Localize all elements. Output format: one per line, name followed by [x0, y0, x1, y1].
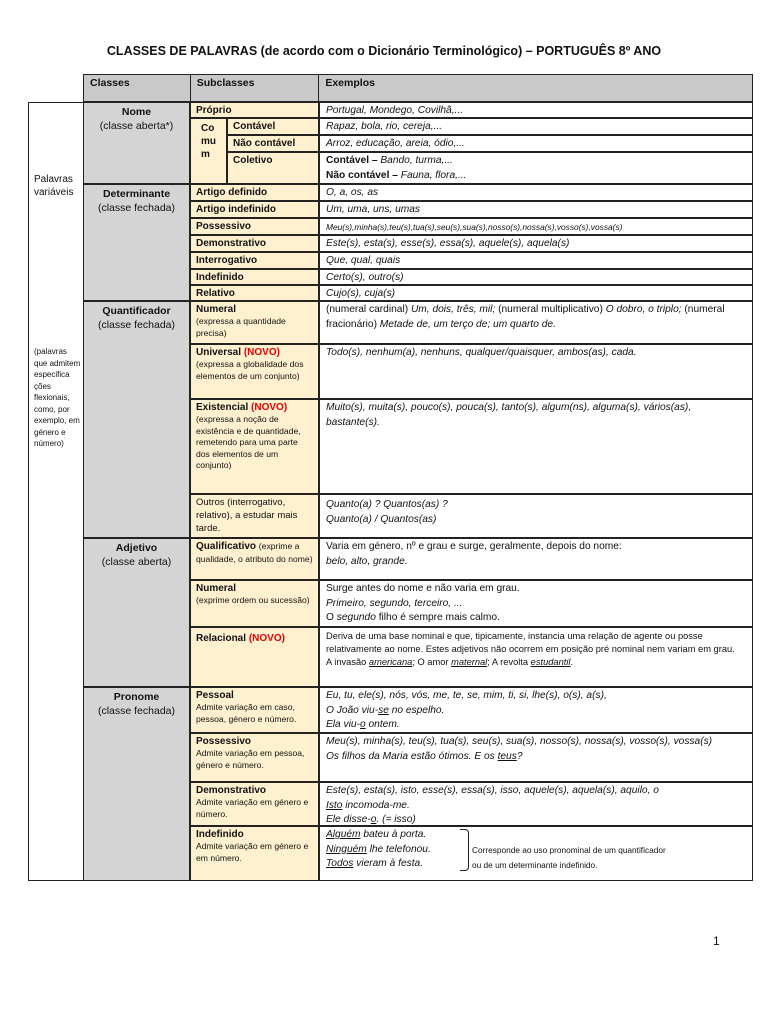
- sub-coletivo: Coletivo: [227, 152, 319, 184]
- ex-coletivo: Contável – Bando, turma,... Não contável – Fauna, flora,...: [319, 152, 753, 184]
- sub-q-existencial: Existencial (NOVO) (expressa a noção de existência e de quantidade, remetendo para uma parte dos elementos de um conjunto): [190, 399, 319, 494]
- left-column: [28, 102, 83, 881]
- bracket-divider: [460, 829, 469, 871]
- sub-a-relacional: Relacional (NOVO): [190, 627, 319, 687]
- ex-q-universal: Todo(s), nenhum(a), nenhuns, qualquer/quaisquer, ambos(as), cada.: [319, 344, 753, 399]
- ex-contavel: Rapaz, bola, rio, cereja,...: [319, 118, 753, 135]
- sub-q-universal: Universal (NOVO) (expressa a globalidade dos elementos de um conjunto): [190, 344, 319, 399]
- class-pronome: Pronome (classe fechada): [83, 687, 190, 881]
- ex-demonstrativo: Este(s), esta(s), esse(s), essa(s), aquele(s), aquela(s): [319, 235, 753, 252]
- ex-p-demonstrativo: Este(s), esta(s), isto, esse(s), essa(s), isso, aquele(s), aquela(s), aquilo, o Isto incomoda-me. Ele disse-o. (= isso): [319, 782, 753, 826]
- left-title: Palavras variáveis: [34, 174, 74, 198]
- class-adjetivo: Adjetivo (classe aberta): [83, 538, 190, 687]
- header-classes: Classes: [84, 75, 191, 101]
- ex-a-relacional: Deriva de uma base nominal e que, tipicamente, instancia uma relação de agente ou posse relativamente ao nome. Estes adjetivos não ocorrem em posição pré nominal nem variam em grau. A invasão americana; O amor maternal; A revolta estudantil.: [319, 627, 753, 687]
- ex-q-outros: Quanto(a) ? Quantos(as) ? Quanto(a) / Quantos(as): [319, 494, 753, 538]
- sub-a-numeral: Numeral (exprime ordem ou sucessão): [190, 580, 319, 627]
- page-title: CLASSES DE PALAVRAS (de acordo com o Dicionário Terminológico) – PORTUGUÊS 8º ANO: [106, 44, 662, 58]
- ex-a-numeral: Surge antes do nome e não varia em grau. Primeiro, segundo, terceiro, ... O segundo filho é sempre mais calmo.: [319, 580, 753, 627]
- class-quantificador: Quantificador (classe fechada): [83, 301, 190, 538]
- ex-a-qualificativo: Varia em género, nº e grau e surge, geralmente, depois do nome: belo, alto, grande.: [319, 538, 753, 580]
- left-note: (palavras que admitem especifica ções flexionais, como, por exemplo, em género e número): [34, 347, 81, 448]
- class-nome: Nome (classe aberta*): [83, 102, 190, 184]
- header-exemplos: Exemplos: [325, 77, 375, 89]
- ex-p-indefinido: Alguém bateu à porta. Ninguém lhe telefonou. Todos vieram à festa.: [319, 826, 753, 881]
- indefinido-side-note: Corresponde ao uso pronominal de um quantificador ou de um determinante indefinido.: [472, 845, 666, 870]
- table-header: [83, 74, 753, 102]
- sub-comum: Co mu m: [190, 118, 227, 184]
- class-determinante: Determinante (classe fechada): [83, 184, 190, 301]
- sub-artigo-indefinido: Artigo indefinido: [190, 201, 319, 218]
- ex-artigo-definido: O, a, os, as: [319, 184, 753, 201]
- sub-p-possessivo: Possessivo Admite variação em pessoa, género e número.: [190, 733, 319, 782]
- sub-a-qualificativo: Qualificativo (exprime a qualidade, o atributo do nome): [190, 538, 319, 580]
- sub-artigo-definido: Artigo definido: [190, 184, 319, 201]
- sub-possessivo: Possessivo: [190, 218, 319, 235]
- sub-p-indefinido: Indefinido Admite variação em género e em número.: [190, 826, 319, 881]
- ex-artigo-indefinido: Um, uma, uns, umas: [319, 201, 753, 218]
- ex-indefinido: Certo(s), outro(s): [319, 269, 753, 285]
- sub-relativo: Relativo: [190, 285, 319, 301]
- sub-q-outros: Outros (interrogativo, relativo), a estudar mais tarde.: [190, 494, 319, 538]
- ex-proprio: Portugal, Mondego, Covilhã,...: [319, 102, 753, 118]
- sub-p-demonstrativo: Demonstrativo Admite variação em género e número.: [190, 782, 319, 826]
- ex-p-pessoal: Eu, tu, ele(s), nós, vós, me, te, se, mim, ti, si, lhe(s), o(s), a(s), O João viu-se no espelho. Ela viu-o ontem.: [319, 687, 753, 733]
- sub-interrogativo: Interrogativo: [190, 252, 319, 269]
- ex-nao-contavel: Arroz, educação, areia, ódio,...: [319, 135, 753, 152]
- sub-indefinido: Indefinido: [190, 269, 319, 285]
- ex-possessivo: Meu(s),minha(s),teu(s),tua(s),seu(s),sua(s),nosso(s),nossa(s),vosso(s),vossa(s): [319, 218, 753, 235]
- ex-relativo: Cujo(s), cuja(s): [319, 285, 753, 301]
- sub-nao-contavel: Não contável: [227, 135, 319, 152]
- sub-demonstrativo: Demonstrativo: [190, 235, 319, 252]
- ex-p-possessivo: Meu(s), minha(s), teu(s), tua(s), seu(s), sua(s), nosso(s), nossa(s), vosso(s), vossa(s) Os filhos da Maria estão ótimos. E os teus?: [319, 733, 753, 782]
- ex-interrogativo: Que, qual, quais: [319, 252, 753, 269]
- ex-q-numeral: (numeral cardinal) Um, dois, três, mil; (numeral multiplicativo) O dobro, o triplo; (numeral fracionário) Metade de, um terço de; um quarto de.: [319, 301, 753, 344]
- header-subclasses: Subclasses: [191, 75, 320, 101]
- page-number: 1: [713, 934, 720, 948]
- sub-q-numeral: Numeral (expressa a quantidade precisa): [190, 301, 319, 344]
- sub-p-pessoal: Pessoal Admite variação em caso, pessoa, género e número.: [190, 687, 319, 733]
- sub-proprio: Próprio: [190, 102, 319, 118]
- sub-contavel: Contável: [227, 118, 319, 135]
- ex-q-existencial: Muito(s), muita(s), pouco(s), pouca(s), tanto(s), algum(ns), alguma(s), vários(as), bastante(s).: [319, 399, 753, 494]
